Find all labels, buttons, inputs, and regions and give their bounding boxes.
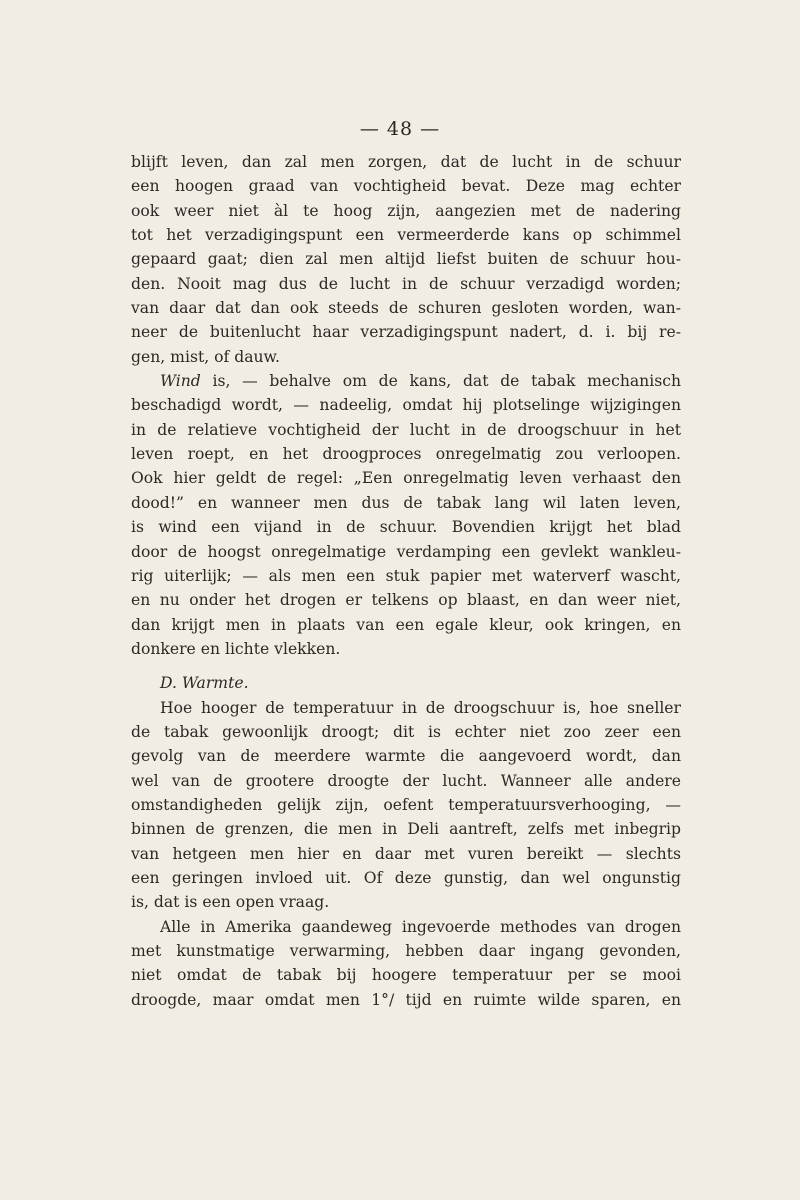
text-line: door de hoogst onregelmatige verdamping een gevlekt wankleu-	[131, 542, 681, 561]
body-text	[131, 150, 681, 1012]
text-line: droogde, maar omdat men 1°/ tijd en ruimte wilde sparen, en	[131, 990, 681, 1009]
text-line: niet omdat de tabak bij hoogere temperatuur per se mooi	[131, 966, 681, 985]
text-line: beschadigd wordt, — nadeelig, omdat hij plotselinge wijzigingen	[131, 396, 681, 415]
text-line: met kunstmatige verwarming, hebben daar ingang gevonden,	[131, 942, 681, 960]
text-line: Hoe hooger de temperatuur in de droogschuur is, hoe sneller	[160, 698, 681, 717]
text-line: gen, mist, of dauw.	[131, 347, 281, 366]
text-line: een geringen invloed uit. Of deze gunstig, dan wel ongunstig	[131, 868, 681, 887]
wind-term: Wind	[160, 372, 201, 391]
text-line: omstandigheden gelijk zijn, oefent temperatuursverhooging, —	[131, 795, 681, 814]
paragraph-humidity	[131, 150, 681, 369]
paragraph-america	[131, 915, 681, 1012]
text-line: dood!” en wanneer men dus de tabak lang wil laten leven,	[131, 493, 681, 512]
page-number: — 48 —	[359, 118, 441, 140]
section-heading: D. Warmte.	[160, 674, 249, 693]
text-line: leven roept, en het droogproces onregelmatig zou verloopen.	[131, 445, 681, 464]
text-line: en nu onder het drogen er telkens op blaast, en dan weer niet,	[131, 591, 681, 610]
text-line: binnen de grenzen, die men in Deli aantreft, zelfs met inbegrip	[131, 820, 681, 839]
text-line: wel van de grootere droogte der lucht. Wanneer alle andere	[131, 771, 681, 790]
text-line: van daar dat dan ook steeds de schuren gesloten worden, wan-	[131, 299, 681, 318]
text-line: rig uiterlijk; — als men een stuk papier met waterverf wascht,	[131, 566, 681, 585]
text-line: den. Nooit mag dus de lucht in de schuur verzadigd worden;	[131, 274, 681, 293]
text-line	[131, 369, 681, 393]
text-line: een hoogen graad van vochtigheid bevat. Deze mag echter	[131, 177, 681, 196]
text-line: neer de buitenlucht haar verzadigingspunt nadert, d. i. bij re-	[131, 323, 681, 342]
text-line: donkere en lichte vlekken.	[131, 639, 341, 658]
text-line: Alle in Amerika gaandeweg ingevoerde methodes van drogen	[160, 917, 681, 936]
paragraph-temperature	[131, 696, 681, 915]
text-line: tot het verzadigingspunt een vermeerderde kans op schimmel	[131, 226, 681, 245]
text-line: gevolg van de meerdere warmte die aangevoerd wordt, dan	[131, 747, 681, 766]
text-line: blijft leven, dan zal men zorgen, dat de lucht in de schuur	[131, 153, 681, 171]
text-line: is, dat is een open vraag.	[131, 893, 330, 912]
text-line: is wind een vijand in de schuur. Bovendien krijgt het blad	[131, 518, 681, 537]
text-line: gepaard gaat; dien zal men altijd liefst buiten de schuur hou-	[131, 250, 681, 269]
text-line: in de relatieve vochtigheid der lucht in de droogschuur in het	[131, 420, 681, 439]
text-line: dan krijgt men in plaats van een egale kleur, ook kringen, en	[131, 615, 681, 634]
text-line: Ook hier geldt de regel: „Een onregelmatig leven verhaast den	[131, 469, 681, 488]
text-line: ook weer niet àl te hoog zijn, aangezien met de nadering	[131, 201, 681, 220]
text-line: de tabak gewoonlijk droogt; dit is echter niet zoo zeer een	[131, 722, 681, 741]
text-line: van hetgeen men hier en daar met vuren bereikt — slechts	[131, 844, 681, 863]
paragraph-wind	[131, 369, 681, 661]
wind-line-rest: is, — behalve om de kans, dat de tabak mechanisch	[200, 372, 681, 391]
